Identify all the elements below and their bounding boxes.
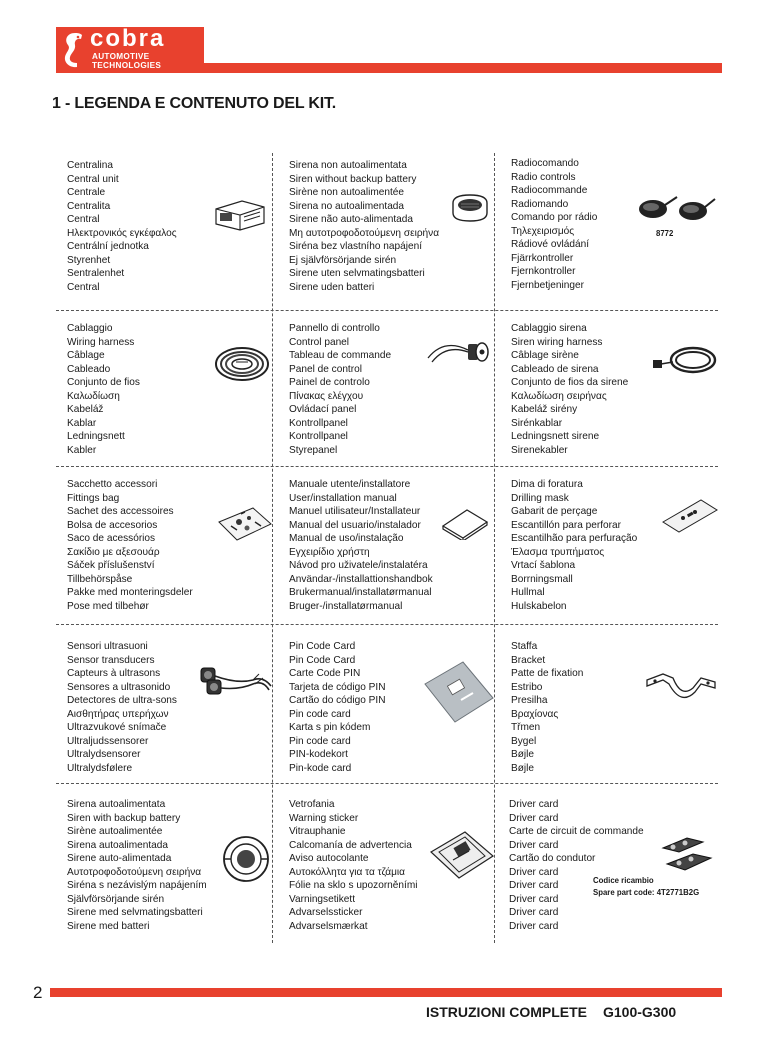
cobra-snake-icon: [60, 30, 86, 70]
item-name: Bruger-/installatørmanual: [289, 600, 403, 612]
item-name: Advarselssticker: [289, 907, 363, 918]
item-names: [289, 159, 439, 294]
item-names: [67, 322, 140, 457]
item-name: Sirena autoalimentata: [67, 799, 166, 810]
item-name: Sirene uden batteri: [289, 281, 375, 293]
manual-icon: [441, 506, 489, 540]
item-name: Kablar: [67, 417, 97, 429]
kit-item-remote: [511, 157, 716, 305]
section-title: 1 - LEGENDA E CONTENUTO DEL KIT.: [52, 95, 336, 112]
item-name: Ultraljudssensorer: [67, 735, 149, 747]
item-name: Radio controls: [511, 171, 576, 183]
item-name: Pin code card: [289, 708, 351, 720]
item-name: Bygel: [511, 735, 537, 747]
item-name: Πίνακας ελέγχου: [289, 390, 364, 402]
item-name: Varningsetikett: [289, 893, 356, 905]
item-name: Cableado: [67, 363, 111, 375]
item-name: Kontrollpanel: [289, 431, 348, 442]
item-name: Vitrauphanie: [289, 826, 346, 837]
item-name: Καλωδίωση: [67, 390, 120, 402]
item-name: Sensor transducers: [67, 654, 155, 666]
item-name: Καλωδίωση σειρήνας: [511, 390, 607, 402]
item-name: Fjärrkontroller: [511, 252, 574, 264]
item-names: [511, 640, 583, 775]
footer-document-title: ISTRUZIONI COMPLETE: [426, 1004, 587, 1020]
item-name: Kontrollpanel: [289, 417, 348, 429]
item-name: Sentralenhet: [67, 268, 125, 279]
item-name: Driver card: [509, 812, 559, 824]
item-name: Escantilhão para perfuração: [511, 533, 638, 544]
item-name: Hulskabelon: [511, 600, 567, 612]
item-name: Tableau de commande: [289, 350, 392, 361]
item-name: Ledningsnett: [67, 431, 125, 442]
item-name: Pin code card: [289, 735, 351, 747]
item-name: Manual de uso/instalação: [289, 533, 404, 544]
item-name: Sirene auto-alimentada: [67, 853, 172, 864]
item-names: [67, 798, 207, 933]
item-name: Ej självförsörjande sirén: [289, 254, 397, 266]
row-divider: [56, 783, 718, 784]
item-name: Vetrofania: [289, 799, 335, 810]
item-name: Sensores a ultrasonido: [67, 681, 171, 693]
item-name: Sirène non autoalimentée: [289, 187, 405, 198]
item-name: Siren with backup battery: [67, 812, 181, 824]
item-name: Sáček příslušenství: [67, 560, 155, 571]
item-name: Návod pro uživatele/instalatéra: [289, 560, 428, 571]
item-name: Dima di foratura: [511, 479, 583, 490]
row-divider: [56, 466, 718, 467]
wiring-harness-icon: [212, 340, 272, 388]
item-names: [511, 157, 597, 292]
item-name: Sirenekabler: [511, 444, 568, 456]
brand-subtitle-line-2: TECHNOLOGIES: [92, 61, 162, 70]
brand-subtitle: [92, 52, 161, 70]
item-name: Pannello di controllo: [289, 323, 380, 334]
item-name: Karta s pin kódem: [289, 722, 371, 733]
item-name: Capteurs à ultrasons: [67, 668, 161, 679]
item-name: Sirène autoalimentée: [67, 826, 163, 837]
brand-name: cobra: [90, 25, 166, 52]
item-name: Tillbehörspåse: [67, 573, 133, 585]
item-name: Warning sticker: [289, 812, 359, 824]
kit-item-pin-card: [289, 640, 489, 780]
item-name: Siren without backup battery: [289, 173, 417, 185]
item-name: Ultrazvukové snímače: [67, 722, 167, 733]
kit-item-control-panel: [289, 322, 489, 462]
item-name: Central unit: [67, 173, 119, 185]
item-names: [509, 798, 644, 933]
kit-item-ultrasonic-sensors: [67, 640, 267, 780]
item-name: Sachet des accessoires: [67, 506, 174, 517]
spare-part-label: Codice ricambio: [593, 876, 654, 885]
item-name: Driver card: [509, 907, 559, 918]
kit-item-warning-sticker: [289, 798, 489, 938]
item-name: Panel de control: [289, 363, 362, 375]
item-name: Carte Code PIN: [289, 668, 361, 679]
footer-rule: [50, 988, 722, 997]
item-name: Driver card: [509, 839, 559, 851]
remote-icon: [635, 191, 719, 223]
item-name: Βραχίονας: [511, 708, 559, 720]
item-name: Manual del usuario/instalador: [289, 519, 421, 531]
page-number: 2: [33, 983, 43, 1002]
fittings-bag-icon: [217, 506, 273, 542]
item-name: Kabeláž: [67, 404, 104, 415]
item-name: Cablaggio: [67, 323, 113, 334]
item-names: [67, 478, 193, 613]
kit-item-manual: [289, 478, 489, 620]
item-name: Manuale utente/installatore: [289, 479, 411, 490]
item-name: Centralita: [67, 200, 111, 212]
item-name: Σακίδιο με αξεσουάρ: [67, 546, 160, 558]
item-name: Cableado de sirena: [511, 363, 599, 375]
driver-card-icon: [659, 834, 717, 876]
item-name: Fólie na sklo s upozorněními: [289, 880, 418, 891]
item-name: Ovládací panel: [289, 404, 357, 415]
item-names: [511, 478, 637, 613]
row-divider: [56, 310, 718, 311]
item-name: Conjunto de fios da sirene: [511, 377, 629, 388]
item-name: Carte de circuit de commande: [509, 826, 644, 837]
item-name: Cartão do código PIN: [289, 695, 386, 706]
item-name: Pin Code Card: [289, 641, 356, 652]
item-name: Siréna bez vlastního napájení: [289, 241, 422, 252]
item-name: Kabler: [67, 444, 97, 456]
item-name: Sirena autoalimentada: [67, 839, 169, 851]
item-name: Siréna s nezávislým napájením: [67, 880, 207, 891]
item-name: Sirena non autoalimentata: [289, 160, 407, 171]
item-name: Wiring harness: [67, 336, 135, 348]
item-name: Μη αυτοτροφοδοτούμενη σειρήνα: [289, 227, 440, 239]
brand-subtitle-line-1: AUTOMOTIVE: [92, 52, 150, 61]
item-name: Användar-/installattionshandbok: [289, 573, 433, 585]
item-name: Centrální jednotka: [67, 241, 149, 252]
item-names: [67, 159, 177, 294]
backup-siren-icon: [221, 834, 271, 884]
item-name: Presilha: [511, 695, 548, 706]
item-name: Radiomando: [511, 198, 569, 210]
item-name: Fjernbetjeninger: [511, 279, 584, 291]
item-name: Αυτοκόλλητα για τα τζάμια: [289, 866, 406, 878]
item-name: Ledningsnett sirene: [511, 431, 600, 442]
drilling-mask-icon: [661, 496, 719, 536]
item-name: Sirene não auto-alimentada: [289, 214, 414, 225]
item-name: Driver card: [509, 799, 559, 810]
kit-item-backup-siren: [67, 798, 267, 938]
item-name: Pin-kode card: [289, 762, 352, 774]
footer-model: G100-G300: [603, 1004, 677, 1020]
item-name: Fittings bag: [67, 492, 120, 504]
item-name: Staffa: [511, 641, 538, 652]
item-name: Vrtací šablona: [511, 560, 576, 571]
item-name: Aviso autocolante: [289, 853, 369, 864]
item-name: Sirene med batteri: [67, 920, 150, 932]
kit-item-siren: [289, 159, 489, 307]
item-name: Styrepanel: [289, 444, 338, 456]
control-panel-icon: [424, 332, 494, 372]
header-rule: [204, 63, 722, 73]
item-name: Ultralydsfølere: [67, 762, 133, 774]
item-names: [289, 478, 433, 613]
kit-item-bracket: [511, 640, 716, 780]
item-name: Central: [67, 214, 100, 225]
cobra-logo: [56, 27, 204, 73]
item-name: Τηλεχειρισμός: [511, 225, 575, 237]
item-name: Αυτοτροφοδοτούμενη σειρήνα: [67, 866, 202, 878]
column-divider: [494, 153, 495, 943]
item-names: [289, 798, 417, 933]
item-name: Hullmal: [511, 587, 545, 598]
footer-title: [426, 1004, 676, 1020]
siren-cable-icon: [651, 340, 719, 380]
item-name: Sirene uten selvmatingsbatteri: [289, 268, 425, 279]
item-name: Estribo: [511, 681, 543, 693]
ultrasonic-sensor-icon: [197, 662, 275, 702]
item-names: [511, 322, 628, 457]
item-name: Styrenhet: [67, 254, 111, 266]
item-name: Detectores de ultra-sons: [67, 695, 177, 706]
item-name: Driver card: [509, 920, 559, 932]
item-names: [289, 640, 386, 775]
kit-item-wiring-harness: [67, 322, 267, 462]
item-name: Câblage sirène: [511, 350, 579, 361]
bracket-icon: [645, 668, 717, 702]
siren-icon: [449, 191, 491, 225]
item-names: [67, 640, 177, 775]
item-name: Ηλεκτρονικός εγκέφαλος: [67, 227, 177, 239]
item-name: Patte de fixation: [511, 668, 584, 679]
item-name: Sirena no autoalimentada: [289, 200, 405, 212]
item-name: Manuel utilisateur/Installateur: [289, 506, 421, 517]
item-name: Bolsa de accesorios: [67, 519, 158, 531]
item-name: Calcomanía de advertencia: [289, 839, 412, 851]
item-name: Brukermanual/installatørmanual: [289, 587, 432, 598]
item-name: Sacchetto accessori: [67, 479, 158, 490]
item-name: Bracket: [511, 654, 546, 666]
item-name: Saco de acessórios: [67, 533, 156, 544]
item-name: Sirene med selvmatingsbatteri: [67, 907, 203, 918]
item-name: Sirénkablar: [511, 417, 563, 429]
item-name: Ultralydsensorer: [67, 749, 141, 760]
item-name: Driver card: [509, 866, 559, 878]
item-name: Pakke med monteringsdeler: [67, 587, 193, 598]
row-divider: [56, 624, 718, 625]
kit-item-siren-cable: [511, 322, 716, 462]
item-name: Třmen: [511, 722, 541, 733]
item-name: Painel de controlo: [289, 377, 370, 388]
item-name: Driver card: [509, 880, 559, 891]
item-name: Centrale: [67, 187, 106, 198]
item-name: Tarjeta de código PIN: [289, 681, 386, 693]
kit-item-driver-card: [509, 798, 716, 938]
item-name: Siren wiring harness: [511, 336, 603, 348]
item-name: Cartão do condutor: [509, 853, 596, 864]
item-names: [289, 322, 391, 457]
item-name: Conjunto de fios: [67, 377, 140, 388]
kit-item-control-unit: [67, 159, 267, 307]
item-name: Εγχειρίδιο χρήστη: [289, 546, 370, 558]
item-name: User/installation manual: [289, 492, 397, 504]
item-name: Rádiové ovládání: [511, 239, 589, 250]
item-name: Driver card: [509, 893, 559, 905]
item-name: PIN-kodekort: [289, 749, 348, 760]
item-name: Kabeláž sirény: [511, 404, 578, 415]
item-name: Sensori ultrasuoni: [67, 641, 148, 652]
pin-card-icon: [423, 660, 495, 726]
item-name: Bøjle: [511, 749, 534, 760]
kit-item-drilling-mask: [511, 478, 716, 620]
item-name: Drilling mask: [511, 492, 569, 504]
item-name: Radiocommande: [511, 185, 588, 196]
item-name: Borrningsmall: [511, 573, 573, 585]
item-name: Pin Code Card: [289, 654, 356, 666]
item-name: Advarselsmærkat: [289, 920, 368, 932]
item-name: Comando por rádio: [511, 212, 598, 223]
item-name: Cablaggio sirena: [511, 323, 587, 334]
item-name: Radiocomando: [511, 158, 579, 169]
item-name: Escantillón para perforar: [511, 519, 621, 531]
item-name: Control panel: [289, 336, 350, 348]
item-name: Gabarit de perçage: [511, 506, 598, 517]
remote-code: 8772: [656, 229, 674, 238]
warning-sticker-icon: [429, 830, 495, 880]
item-name: Självförsörjande sirén: [67, 893, 165, 905]
spare-part-code: Spare part code: 4T2771B2G: [593, 888, 700, 897]
item-name: Câblage: [67, 350, 105, 361]
kit-item-fittings-bag: [67, 478, 267, 620]
item-name: Central: [67, 281, 100, 293]
item-name: Έλασμα τρυπήματος: [511, 546, 605, 558]
kit-contents-grid: [56, 153, 718, 943]
item-name: Centralina: [67, 160, 114, 171]
control-unit-icon: [212, 195, 268, 233]
item-name: Pose med tilbehør: [67, 600, 149, 612]
item-name: Αισθητήρας υπερήχων: [67, 708, 169, 720]
column-divider: [272, 153, 273, 943]
item-name: Bøjle: [511, 762, 534, 774]
item-name: Fjernkontroller: [511, 266, 576, 277]
